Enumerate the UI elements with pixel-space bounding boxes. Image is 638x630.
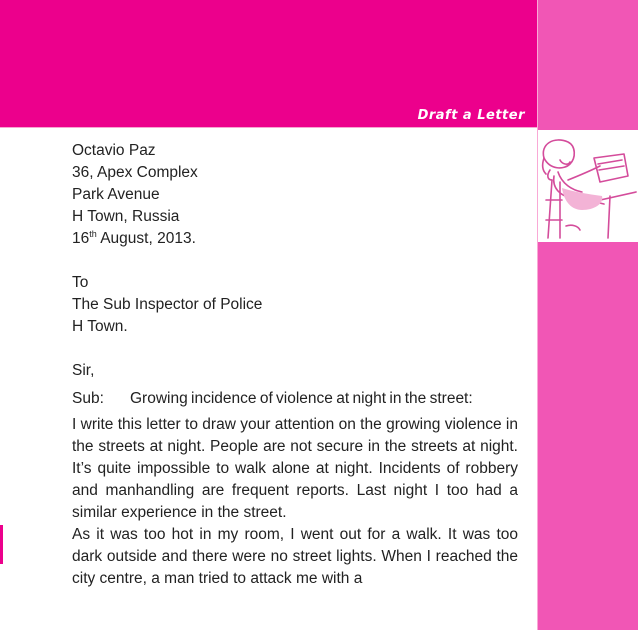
recipient-to: To bbox=[72, 274, 89, 291]
subject-line bbox=[72, 388, 518, 410]
salutation: Sir, bbox=[72, 362, 95, 379]
side-bar bbox=[537, 0, 638, 630]
sender-address-line-3: H Town, Russia bbox=[72, 208, 180, 225]
paragraph-1: I write this letter to draw your attention on the growing violence in the streets at night. People are not secure in the streets at night. It’s quite impossible to walk alone at night. Incidents of robbery and manhandling are frequent reports. Last night I too had a similar experience in the street. bbox=[72, 416, 518, 521]
subject-text: Growing incidence of violence at night in the street: bbox=[130, 390, 473, 407]
sender-name: Octavio Paz bbox=[72, 142, 156, 159]
section-title: Draft a Letter bbox=[417, 108, 525, 123]
date-rest: August, 2013. bbox=[96, 230, 196, 247]
spacer bbox=[72, 250, 518, 272]
subject-label: Sub: bbox=[72, 390, 104, 407]
letter-date bbox=[72, 228, 518, 250]
spacer bbox=[72, 338, 518, 360]
letter-body bbox=[72, 140, 518, 590]
date-ordinal: th bbox=[89, 229, 97, 239]
girl-reading-icon bbox=[538, 130, 638, 242]
letter-text bbox=[72, 414, 518, 590]
sender-address-line-1: 36, Apex Complex bbox=[72, 164, 198, 181]
date-day: 16 bbox=[72, 230, 90, 247]
margin-marker bbox=[0, 525, 3, 564]
recipient-title: The Sub Inspector of Police bbox=[72, 296, 263, 313]
recipient-town: H Town. bbox=[72, 318, 128, 335]
sender-address-line-2: Park Avenue bbox=[72, 186, 160, 203]
paragraph-2: As it was too hot in my room, I went out for a walk. It was too dark outside and there were no street lights. When I reached the city centre, a man tried to attack me with a bbox=[72, 526, 518, 587]
